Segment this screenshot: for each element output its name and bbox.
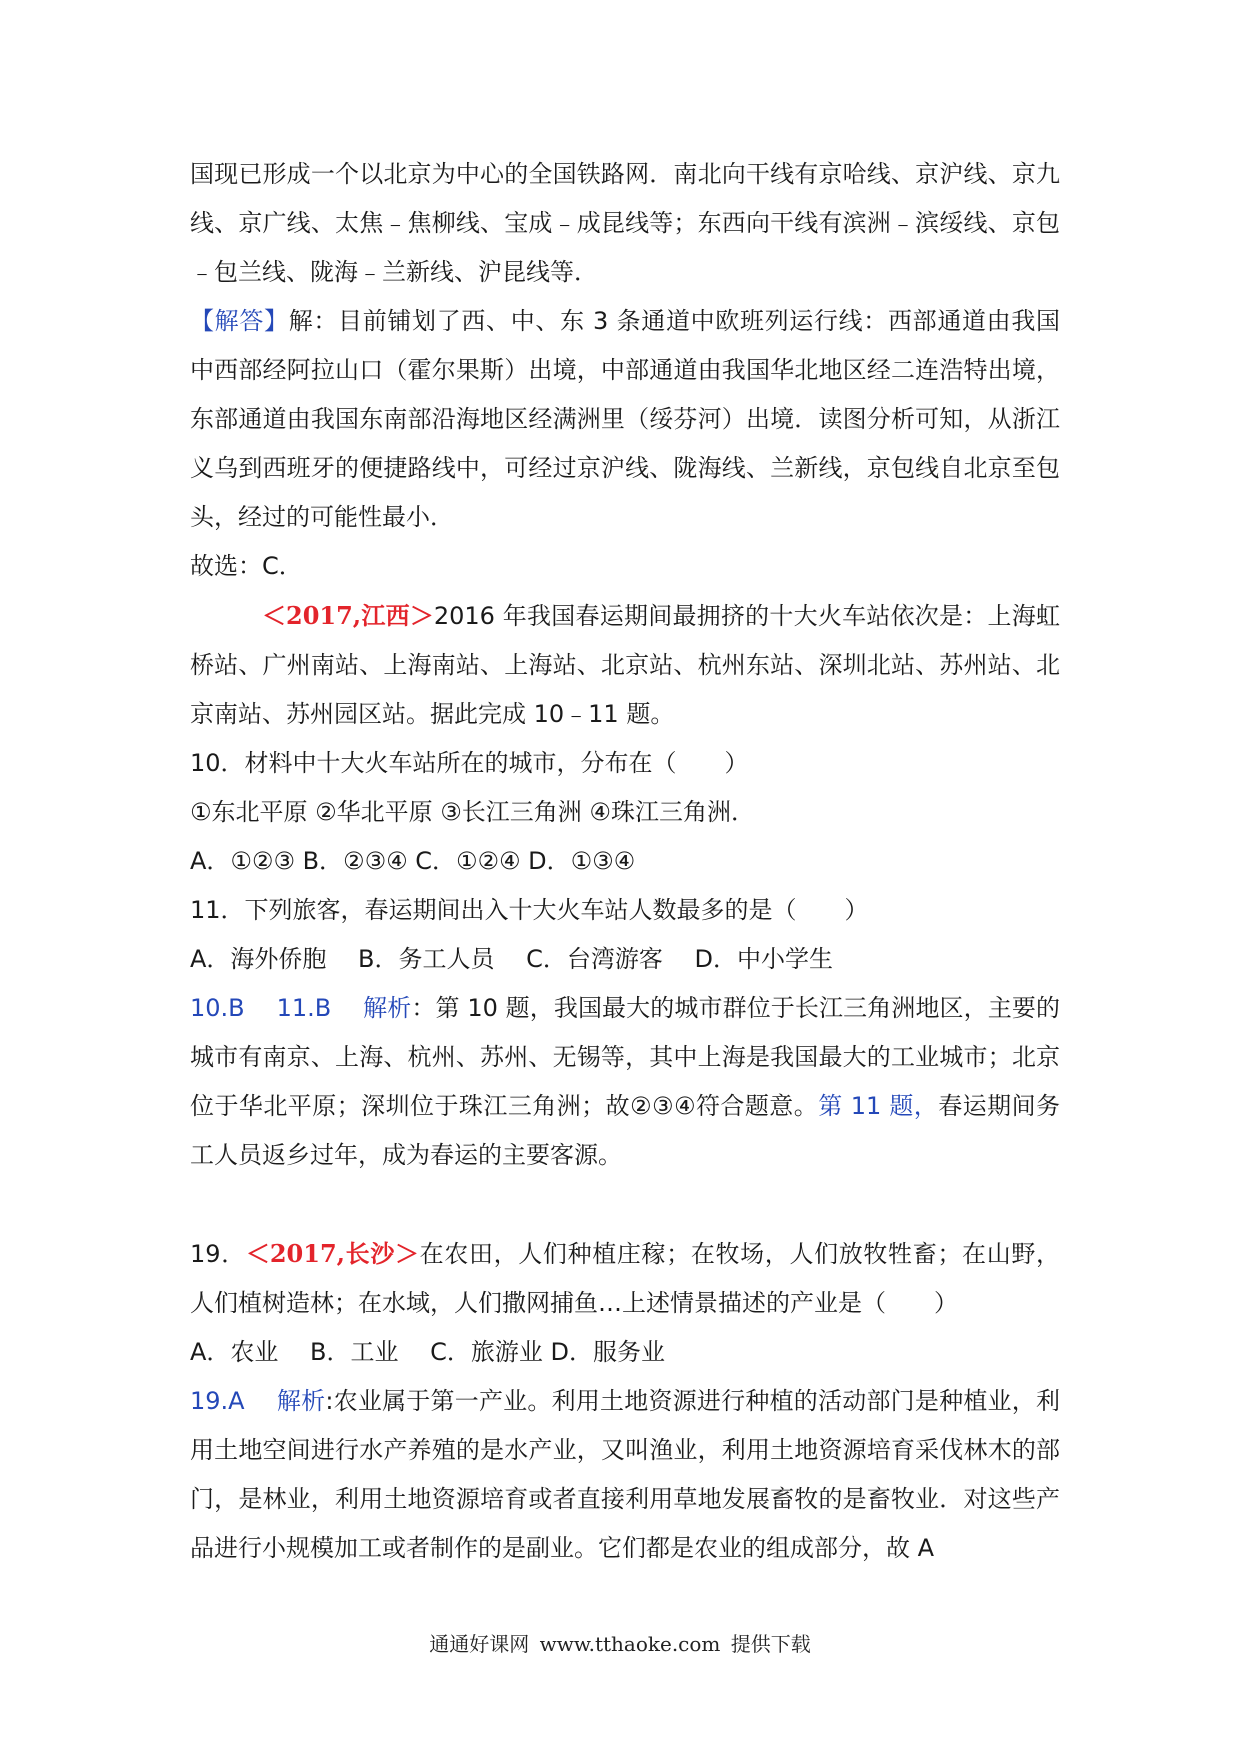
answer-paragraph: [190, 297, 1060, 542]
question-19-text: 在农田，人们种植庄稼；在牧场，人们放牧牲畜；在山野，人们植树造林；在水域，人们撒网捕鱼…上述情景描述的产业是（ ）: [190, 1240, 1061, 1317]
intro-paragraph: 国现已形成一个以北京为中心的全国铁路网．南北向干线有京哈线、京沪线、京九线、京广线、太焦﹣焦柳线、宝成﹣成昆线等；东西向干线有滨洲﹣滨绥线、京包﹣包兰线、陇海﹣兰新线、沪昆线等．: [190, 160, 1060, 286]
page-footer: [0, 1628, 1240, 1657]
answer-choice: 故选：C．: [190, 552, 303, 580]
question-19: [190, 1229, 1060, 1328]
question-10-items: ①东北平原 ②华北平原 ③长江三角洲 ④珠江三角洲．: [190, 798, 755, 826]
jiangxi-analysis-label-11: 第 11 题，: [818, 1092, 939, 1120]
question-10: 10．材料中十大火车站所在的城市，分布在（ ）: [190, 749, 749, 777]
changsha-analysis-label: 19.A 解析: [190, 1387, 326, 1415]
answer-label: 【解答】: [190, 307, 289, 335]
jiangxi-material: [190, 591, 1060, 739]
question-19-number: 19．: [190, 1240, 246, 1268]
jiangxi-analysis: [190, 984, 1060, 1180]
question-19-options: A．农业 B．工业 C．旅游业 D．服务业: [190, 1338, 666, 1366]
changsha-analysis: [190, 1377, 1060, 1573]
changsha-source-tag: ＜2017,长沙＞: [245, 1239, 419, 1268]
question-10-options: A．①②③ B．②③④ C．①②④ D．①③④: [190, 847, 636, 875]
jiangxi-analysis-text-11: 春运期间务工人员返乡过年，成为春运的主要客源。: [190, 1092, 1061, 1169]
footer-url: www.tthaoke.com: [539, 1632, 721, 1656]
jiangxi-analysis-text: ：第 10 题，我国最大的城市群位于长江三角洲地区，主要的城市有南京、上海、杭州、苏州、无锡等，其中上海是我国最大的工业城市；北京位于华北平原；深圳位于珠江三角洲；故②③④符合题意。: [190, 994, 1060, 1120]
section-spacer: [190, 1180, 1060, 1229]
footer-site-name: 通通好课网: [429, 1632, 530, 1656]
jiangxi-material-text: 2016 年我国春运期间最拥挤的十大火车站依次是：上海虹桥站、广州南站、上海南站、上海站、北京站、杭州东站、深圳北站、苏州站、北京南站、苏州园区站。据此完成 10﹣11 题。: [190, 602, 1060, 728]
changsha-analysis-text: :农业属于第一产业。利用土地资源进行种植的活动部门是种植业，利用土地空间进行水产养殖的是水产业，又叫渔业，利用土地资源培育采伐林木的部门，是林业，利用土地资源培育或者直接利用草地发展畜牧的是畜牧业．对这些产品进行小规模加工或者制作的是副业。它们都是农业的组成部分，故 A: [190, 1387, 1061, 1562]
question-11-options: A．海外侨胞 B．务工人员 C．台湾游客 D．中小学生: [190, 945, 834, 973]
question-11: 11．下列旅客，春运期间出入十大火车站人数最多的是（ ）: [190, 896, 869, 924]
jiangxi-analysis-label: 10.B 11.B 解析: [190, 994, 412, 1022]
jiangxi-source-tag: ＜2017,江西＞: [262, 601, 434, 630]
footer-note: 提供下载: [730, 1632, 811, 1656]
answer-text: 解：目前铺划了西、中、东 3 条通道中欧班列运行线：西部通道由我国中西部经阿拉山口（霍尔果斯）出境，中部通道由我国华北地区经二连浩特出境，东部通道由我国东南部沿海地区经满洲里（绥芬河）出境．读图分析可知，从浙江义乌到西班牙的便捷路线中，可经过京沪线、陇海线、兰新线，京包线自北京至包头，经过的可能性最小．: [190, 307, 1060, 531]
document-body: [190, 150, 1060, 1573]
